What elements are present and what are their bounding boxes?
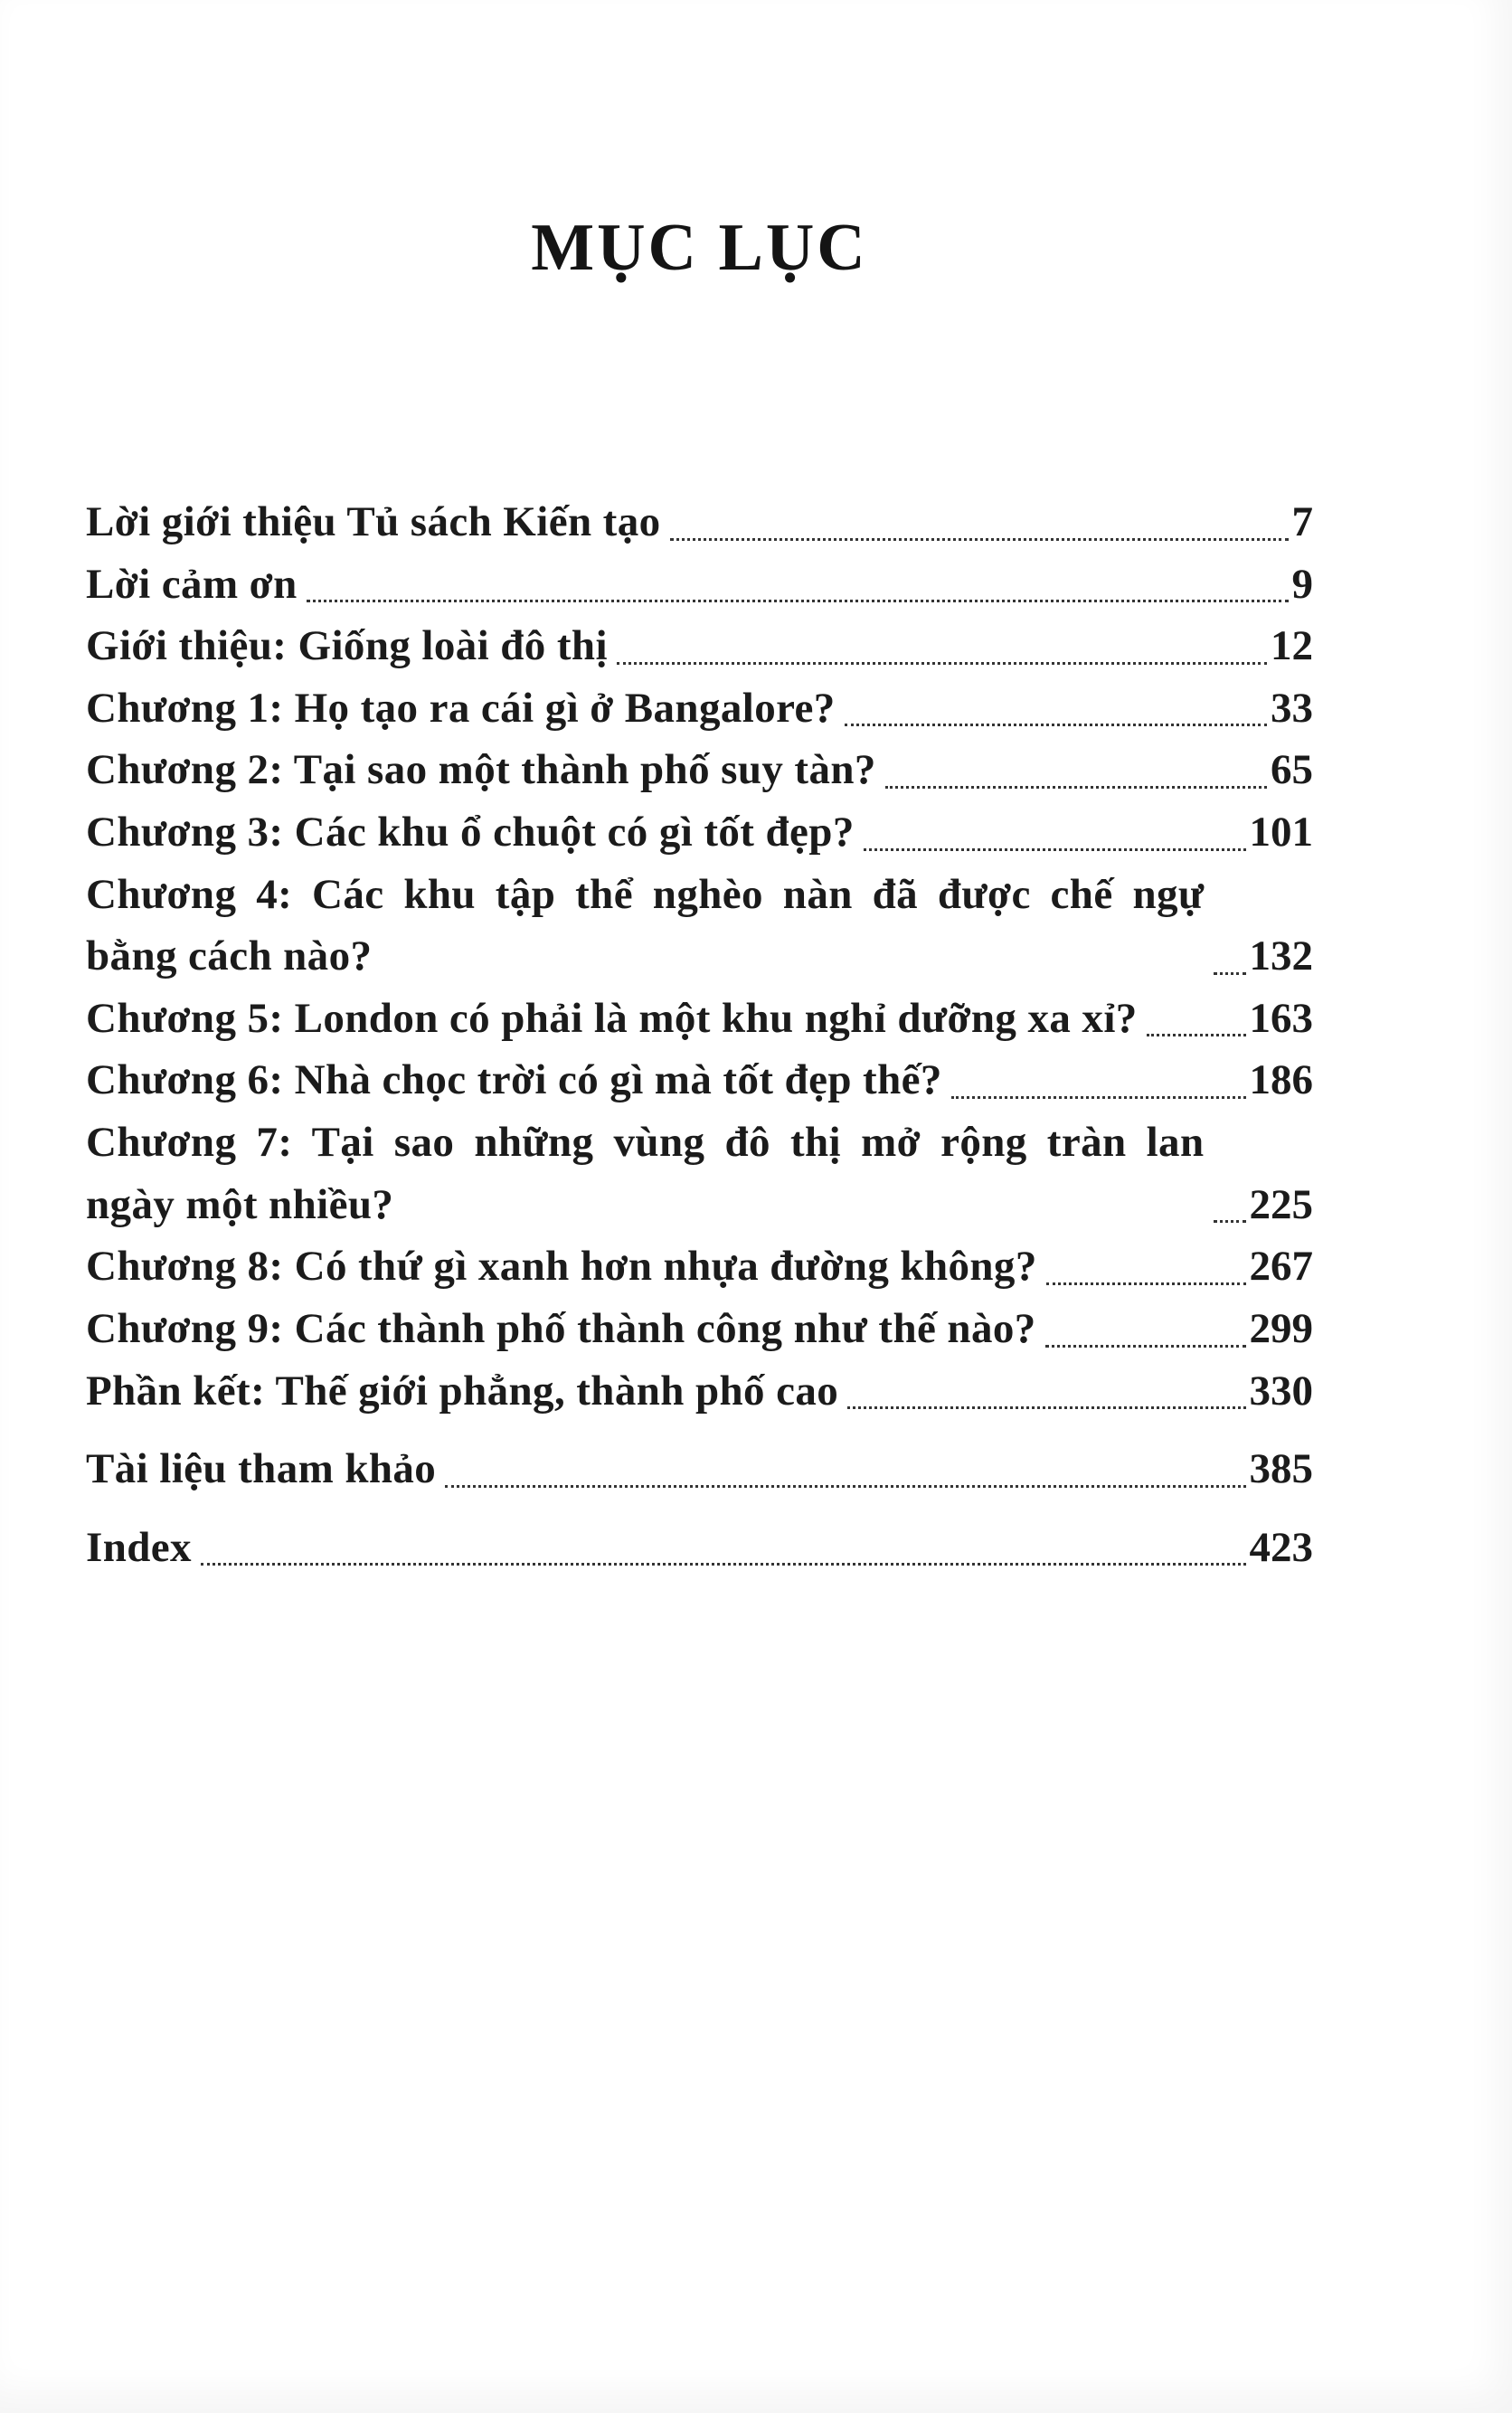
dot-leader: [670, 538, 1289, 541]
dot-leader: [864, 848, 1246, 851]
toc-entry-page: 299: [1249, 1304, 1313, 1352]
toc-entry-page: 267: [1249, 1243, 1313, 1291]
toc-entry-page: 163: [1249, 994, 1313, 1042]
toc-entry-page: 132: [1249, 932, 1313, 980]
toc-entry-page: 12: [1271, 622, 1313, 670]
dot-leader: [847, 1406, 1245, 1409]
dot-leader: [201, 1563, 1246, 1566]
toc-entry-label: Tài liệu tham khảo: [86, 1445, 437, 1493]
toc-entry-label: Index: [86, 1523, 192, 1571]
toc-entry: [86, 1235, 1313, 1298]
toc-entry-label: Phần kết: Thế giới phẳng, thành phố cao: [86, 1367, 839, 1415]
toc-entry: [86, 988, 1313, 1050]
toc-entry-label: Chương 6: Nhà chọc trời có gì mà tốt đẹp thế?: [86, 1056, 942, 1104]
dot-leader: [951, 1096, 1246, 1099]
toc-entry: [86, 554, 1313, 616]
dot-leader: [445, 1485, 1245, 1488]
page-title: MỤC LỤC: [531, 211, 868, 285]
toc-entry-label: Chương 8: Có thứ gì xanh hơn nhựa đường không?: [86, 1243, 1037, 1291]
toc-entry: [86, 801, 1313, 864]
toc-entry-page: 385: [1249, 1445, 1313, 1493]
toc-list: [86, 491, 1313, 1578]
toc-entry-label: Chương 5: London có phải là một khu nghỉ dưỡng xa xỉ?: [86, 994, 1138, 1042]
toc-entry: [86, 491, 1313, 554]
dot-leader: [845, 724, 1267, 726]
dot-leader: [1046, 1282, 1246, 1285]
dot-leader: [617, 662, 1267, 665]
toc-entry-label: Chương 2: Tại sao một thành phố suy tàn?: [86, 746, 876, 794]
toc-entry: [86, 677, 1313, 740]
toc-entry-label: Chương 1: Họ tạo ra cái gì ở Bangalore?: [86, 684, 836, 732]
toc-entry-label: Chương 3: Các khu ổ chuột có gì tốt đẹp?: [86, 809, 855, 856]
toc-entry: [86, 1438, 1313, 1500]
toc-entry-label: Chương 7: Tại sao những vùng đô thị mở rộng tràn lan ngày một nhiều?: [86, 1119, 1205, 1228]
toc-entry-page: 423: [1249, 1523, 1313, 1571]
dot-leader: [1214, 972, 1246, 975]
toc-entry: [86, 864, 1313, 988]
toc-entry: [86, 1360, 1313, 1423]
toc-entry: [86, 1112, 1313, 1235]
toc-entry-page: 65: [1271, 746, 1313, 794]
toc-entry-page: 225: [1249, 1180, 1313, 1228]
dot-leader: [307, 600, 1289, 602]
toc-entry: [86, 1049, 1313, 1112]
toc-entry-page: 7: [1291, 498, 1313, 545]
toc-entry: [86, 1298, 1313, 1360]
toc-entry: [86, 1517, 1313, 1579]
dot-leader: [1147, 1034, 1246, 1036]
toc-entry-label: Giới thiệu: Giống loài đô thị: [86, 622, 608, 670]
toc-entry-page: 9: [1291, 560, 1313, 608]
toc-entry-label: Lời giới thiệu Tủ sách Kiến tạo: [86, 498, 661, 545]
toc-entry-page: 330: [1249, 1367, 1313, 1415]
toc-entry-label: Chương 9: Các thành phố thành công như thế nào?: [86, 1304, 1036, 1352]
toc-entry: [86, 615, 1313, 677]
toc-entry-page: 186: [1249, 1056, 1313, 1104]
toc-entry-label: Chương 4: Các khu tập thể nghèo nàn đã được chế ngự bằng cách nào?: [86, 870, 1205, 980]
dot-leader: [885, 786, 1267, 789]
toc-entry-label: Lời cảm ơn: [86, 560, 298, 608]
dot-leader: [1214, 1220, 1246, 1223]
toc-entry-page: 33: [1271, 684, 1313, 732]
toc-entry: [86, 739, 1313, 801]
dot-leader: [1045, 1345, 1246, 1348]
toc-entry-page: 101: [1249, 809, 1313, 856]
